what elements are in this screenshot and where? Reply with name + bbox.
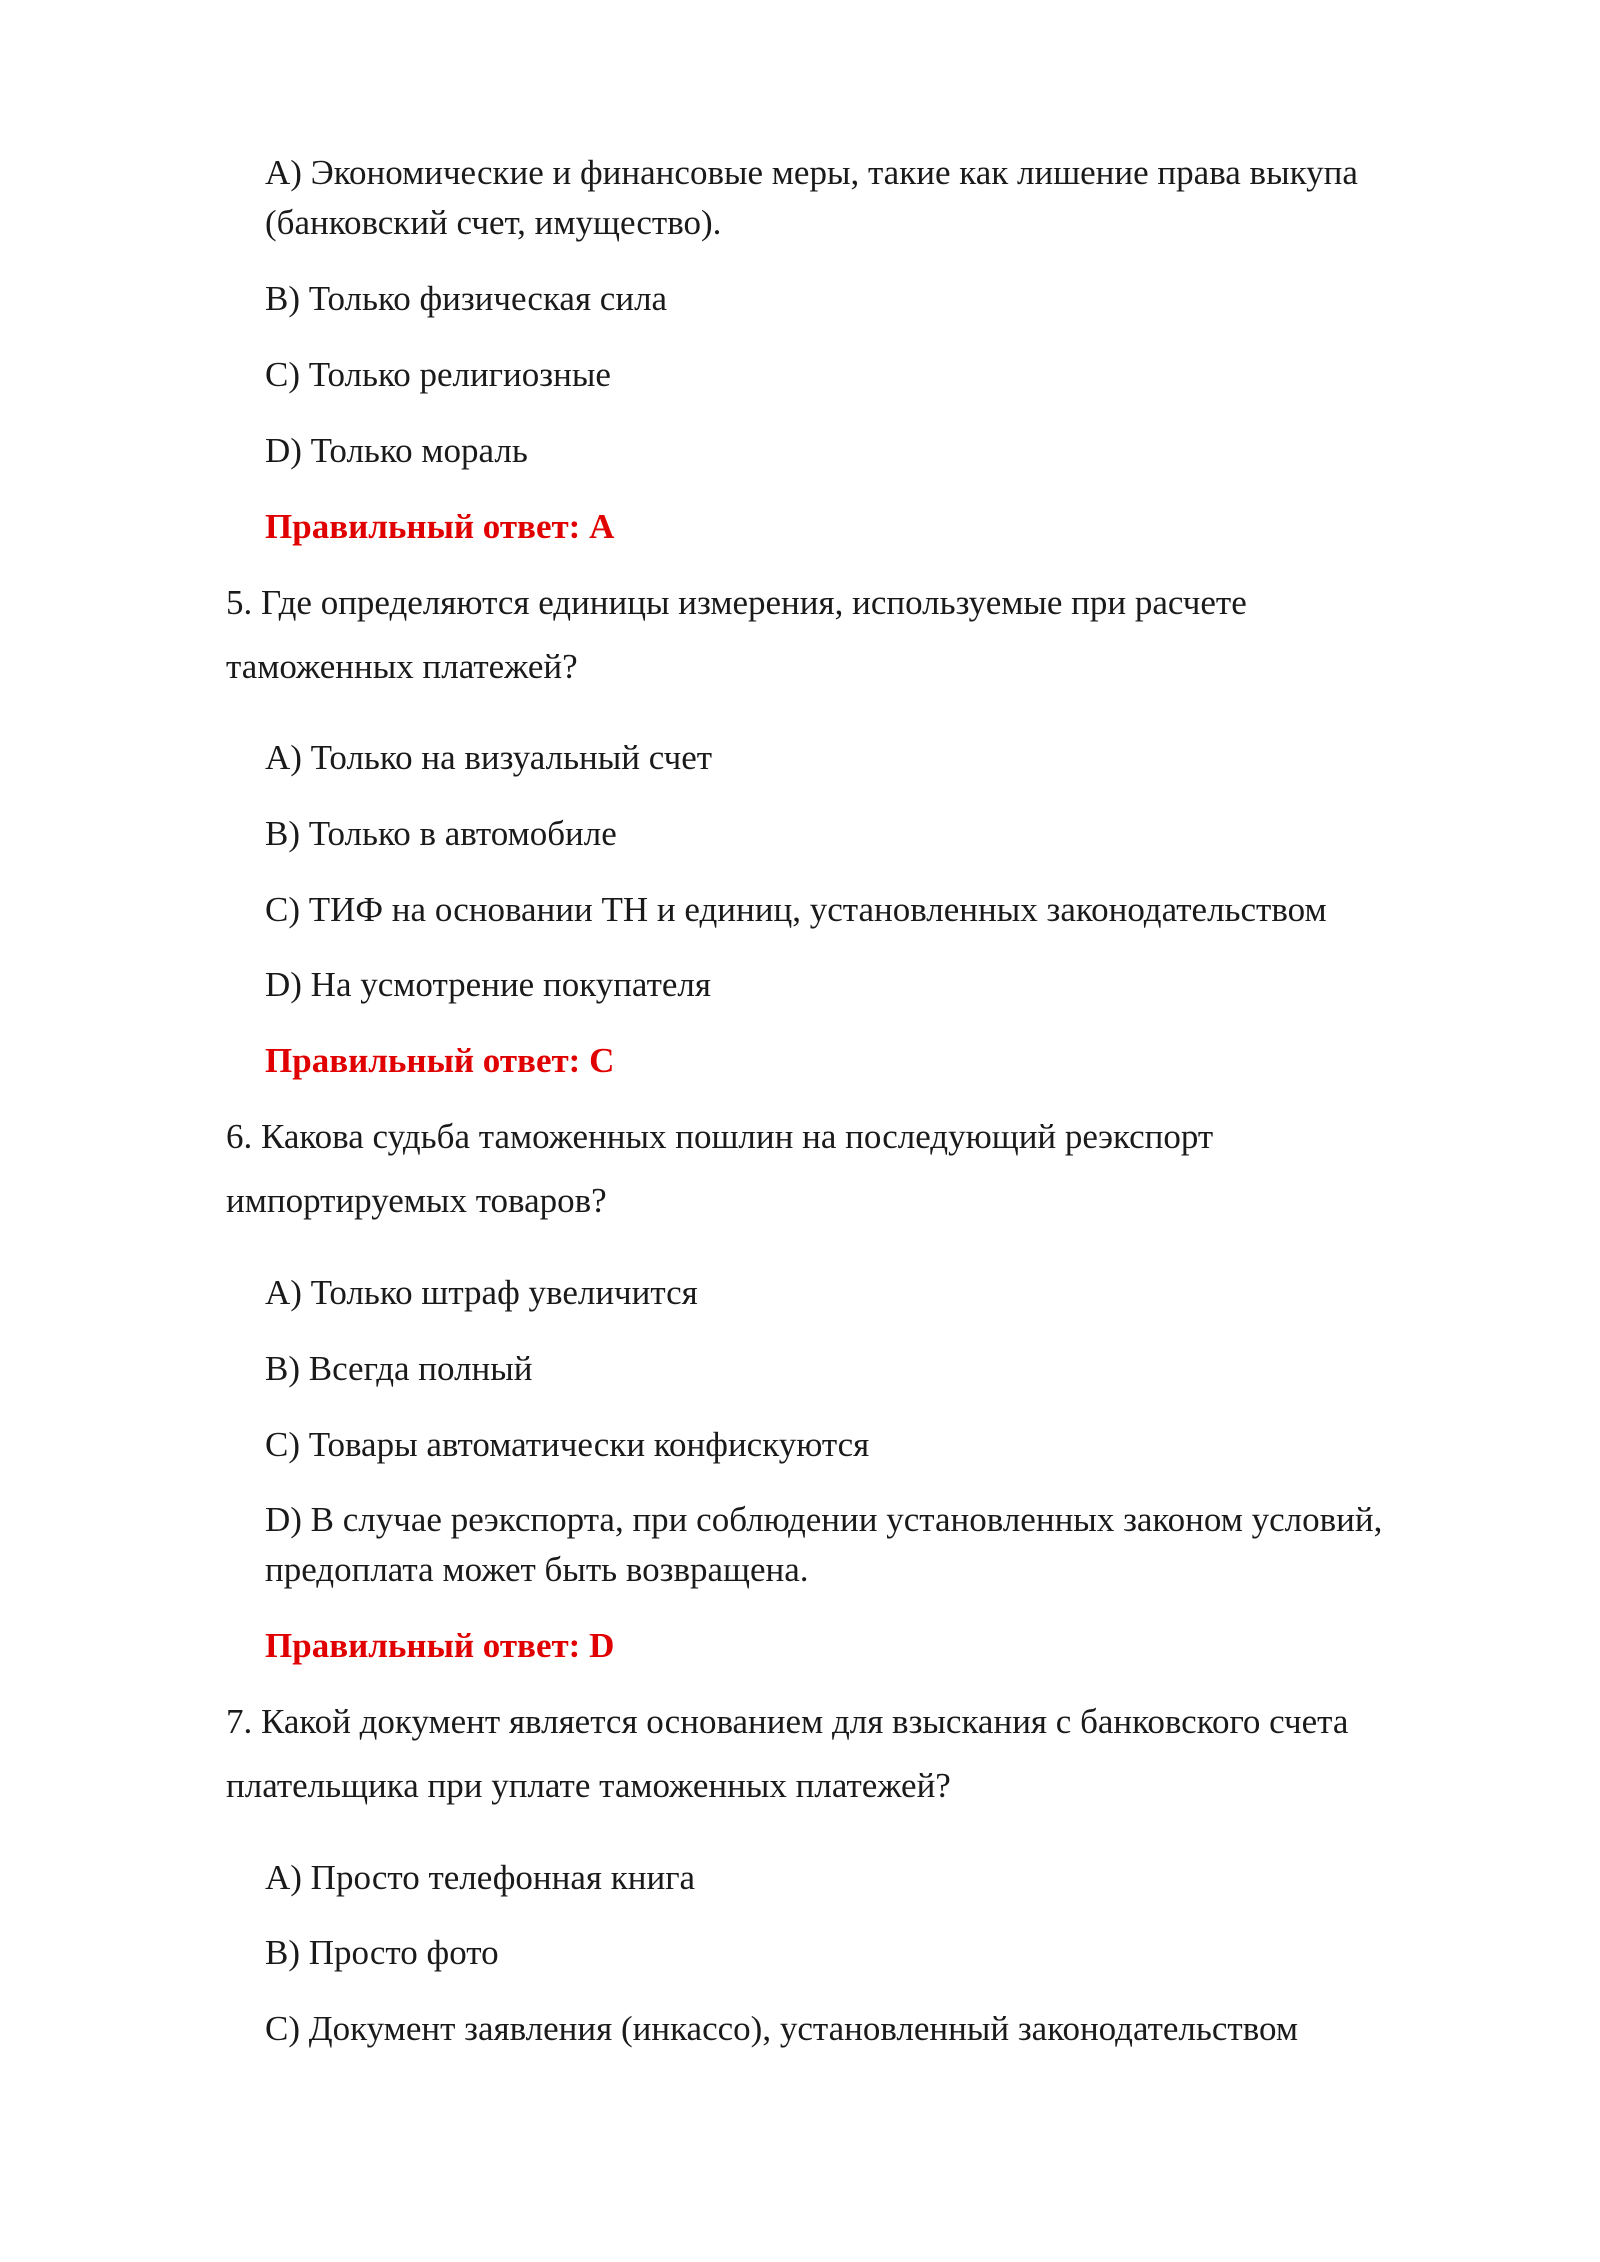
question-6-line1: 6. Какова судьба таможенных пошлин на последующий реэкспорт [226, 1117, 1214, 1156]
option-6c: C) Товары автоматически конфискуются [265, 1425, 870, 1464]
answer-6: Правильный ответ: D [265, 1626, 615, 1665]
option-7a: A) Просто телефонная книга [265, 1858, 696, 1897]
option-5d: D) На усмотрение покупателя [265, 965, 711, 1004]
question-5-line1: 5. Где определяются единицы измерения, используемые при расчете [226, 583, 1247, 622]
answer-4: Правильный ответ: A [265, 507, 615, 546]
option-4b: B) Только физическая сила [265, 279, 668, 318]
option-6d-line2: предоплата может быть возвращена. [265, 1550, 809, 1589]
option-5a: A) Только на визуальный счет [265, 738, 713, 777]
option-4c: C) Только религиозные [265, 355, 611, 394]
question-7-line2: плательщика при уплате таможенных платежей? [226, 1766, 951, 1805]
option-6d-line1: D) В случае реэкспорта, при соблюдении установленных законом условий, [265, 1500, 1383, 1539]
option-6a: A) Только штраф увеличится [265, 1273, 698, 1312]
question-6-line2: импортируемых товаров? [226, 1181, 607, 1220]
answer-5: Правильный ответ: C [265, 1041, 615, 1080]
question-7-line1: 7. Какой документ является основанием для взыскания с банковского счета [226, 1702, 1349, 1741]
option-4a-line2: (банковский счет, имущество). [265, 203, 722, 242]
option-4a-line1: A) Экономические и финансовые меры, такие как лишение права выкупа [265, 153, 1358, 192]
option-4d: D) Только мораль [265, 431, 528, 470]
option-5b: B) Только в автомобиле [265, 814, 617, 853]
option-5c: C) ТИФ на основании ТН и единиц, установленных законодательством [265, 890, 1327, 929]
option-7c: C) Документ заявления (инкассо), установленный законодательством [265, 2009, 1298, 2048]
option-7b: B) Просто фото [265, 1933, 499, 1972]
question-5-line2: таможенных платежей? [226, 647, 578, 686]
option-6b: B) Всегда полный [265, 1349, 533, 1388]
